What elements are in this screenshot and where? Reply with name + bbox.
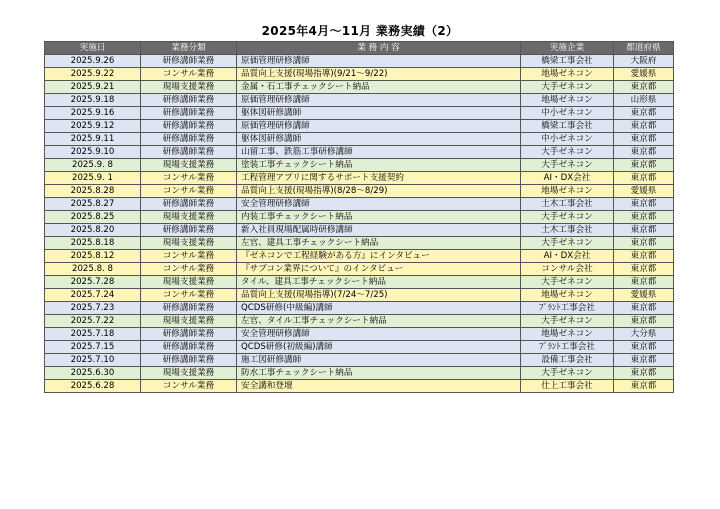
cell-category: 研修講師業務 bbox=[141, 341, 237, 354]
cell-category: 研修講師業務 bbox=[141, 328, 237, 341]
cell-category: コンサル業務 bbox=[141, 250, 237, 263]
cell-prefecture: 東京都 bbox=[614, 315, 674, 328]
cell-date: 2025.7.22 bbox=[45, 315, 141, 328]
cell-description: 山留工事、鉄筋工事研修講師 bbox=[237, 146, 521, 159]
cell-description: 安全講和登壇 bbox=[237, 380, 521, 393]
table-row bbox=[45, 380, 674, 393]
cell-company: 中小ゼネコン bbox=[521, 133, 614, 146]
cell-description: 品質向上支援(現場指導)(8/28～8/29) bbox=[237, 185, 521, 198]
cell-description: 工程管理アプリに関するサポート支援契約 bbox=[237, 172, 521, 185]
cell-prefecture: 東京都 bbox=[614, 224, 674, 237]
cell-company: 仕上工事会社 bbox=[521, 380, 614, 393]
cell-prefecture: 愛媛県 bbox=[614, 185, 674, 198]
cell-date: 2025.9. 8 bbox=[45, 159, 141, 172]
cell-prefecture: 東京都 bbox=[614, 198, 674, 211]
cell-date: 2025.8.27 bbox=[45, 198, 141, 211]
cell-description: 左官、建具工事チェックシート納品 bbox=[237, 237, 521, 250]
table-row bbox=[45, 263, 674, 276]
table-row bbox=[45, 68, 674, 81]
cell-description: 内装工事チェックシート納品 bbox=[237, 211, 521, 224]
table-row bbox=[45, 81, 674, 94]
cell-category: 研修講師業務 bbox=[141, 146, 237, 159]
cell-description: 金属・石工事チェックシート納品 bbox=[237, 81, 521, 94]
cell-category: 研修講師業務 bbox=[141, 224, 237, 237]
cell-description: 品質向上支援(現場指導)(9/21～9/22) bbox=[237, 68, 521, 81]
cell-date: 2025.8.28 bbox=[45, 185, 141, 198]
cell-category: 研修講師業務 bbox=[141, 302, 237, 315]
cell-date: 2025.8.12 bbox=[45, 250, 141, 263]
cell-company: 地場ゼネコン bbox=[521, 68, 614, 81]
table-row bbox=[45, 315, 674, 328]
cell-date: 2025.9.21 bbox=[45, 81, 141, 94]
cell-date: 2025.9.12 bbox=[45, 120, 141, 133]
cell-date: 2025.8.25 bbox=[45, 211, 141, 224]
cell-company: ﾌﾟﾗﾝﾄ工事会社 bbox=[521, 341, 614, 354]
cell-company: 設備工事会社 bbox=[521, 354, 614, 367]
cell-date: 2025.9.22 bbox=[45, 68, 141, 81]
cell-company: ﾌﾟﾗﾝﾄ工事会社 bbox=[521, 302, 614, 315]
cell-prefecture: 東京都 bbox=[614, 237, 674, 250]
table-row bbox=[45, 224, 674, 237]
cell-date: 2025.9.11 bbox=[45, 133, 141, 146]
cell-company: 地場ゼネコン bbox=[521, 328, 614, 341]
cell-date: 2025.9. 1 bbox=[45, 172, 141, 185]
cell-description: 新入社員現場配属時研修講師 bbox=[237, 224, 521, 237]
cell-company: 大手ゼネコン bbox=[521, 367, 614, 380]
table-row bbox=[45, 55, 674, 68]
cell-description: QCDS研修(中級編)講師 bbox=[237, 302, 521, 315]
column-header-description: 業 務 内 容 bbox=[237, 42, 521, 55]
cell-description: 『ゼネコンで工程経験がある方』にインタビュー bbox=[237, 250, 521, 263]
cell-category: コンサル業務 bbox=[141, 380, 237, 393]
cell-date: 2025.8.18 bbox=[45, 237, 141, 250]
cell-category: コンサル業務 bbox=[141, 289, 237, 302]
table-row bbox=[45, 172, 674, 185]
cell-company: 土木工事会社 bbox=[521, 198, 614, 211]
cell-company: 大手ゼネコン bbox=[521, 276, 614, 289]
cell-date: 2025.7.15 bbox=[45, 341, 141, 354]
cell-company: 大手ゼネコン bbox=[521, 237, 614, 250]
cell-company: 大手ゼネコン bbox=[521, 211, 614, 224]
table-row bbox=[45, 185, 674, 198]
cell-company: 地場ゼネコン bbox=[521, 289, 614, 302]
cell-description: 塗装工事チェックシート納品 bbox=[237, 159, 521, 172]
cell-description: QCDS研修(初級編)講師 bbox=[237, 341, 521, 354]
cell-company: AI・DX会社 bbox=[521, 250, 614, 263]
cell-description: 躯体図研修講師 bbox=[237, 107, 521, 120]
cell-prefecture: 大阪府 bbox=[614, 55, 674, 68]
cell-company: AI・DX会社 bbox=[521, 172, 614, 185]
cell-category: 現場支援業務 bbox=[141, 159, 237, 172]
cell-prefecture: 東京都 bbox=[614, 211, 674, 224]
cell-category: 研修講師業務 bbox=[141, 94, 237, 107]
table-row bbox=[45, 107, 674, 120]
cell-date: 2025.7.24 bbox=[45, 289, 141, 302]
cell-prefecture: 東京都 bbox=[614, 146, 674, 159]
cell-date: 2025.6.30 bbox=[45, 367, 141, 380]
table-row bbox=[45, 120, 674, 133]
column-header-date: 実施日 bbox=[45, 42, 141, 55]
table-row bbox=[45, 146, 674, 159]
cell-prefecture: 山形県 bbox=[614, 94, 674, 107]
cell-company: 橋梁工事会社 bbox=[521, 55, 614, 68]
table-row bbox=[45, 198, 674, 211]
cell-description: 施工図研修講師 bbox=[237, 354, 521, 367]
cell-date: 2025.6.28 bbox=[45, 380, 141, 393]
cell-description: 『サブコン業界について』のインタビュー bbox=[237, 263, 521, 276]
cell-prefecture: 東京都 bbox=[614, 120, 674, 133]
cell-prefecture: 東京都 bbox=[614, 302, 674, 315]
table-row bbox=[45, 211, 674, 224]
cell-category: 現場支援業務 bbox=[141, 211, 237, 224]
table-row bbox=[45, 341, 674, 354]
cell-date: 2025.7.18 bbox=[45, 328, 141, 341]
cell-category: 現場支援業務 bbox=[141, 81, 237, 94]
cell-date: 2025.7.28 bbox=[45, 276, 141, 289]
cell-description: 原価管理研修講師 bbox=[237, 55, 521, 68]
cell-date: 2025.7.23 bbox=[45, 302, 141, 315]
cell-company: 橋梁工事会社 bbox=[521, 120, 614, 133]
cell-description: 防水工事チェックシート納品 bbox=[237, 367, 521, 380]
table-row bbox=[45, 289, 674, 302]
cell-description: 品質向上支援(現場指導)(7/24～7/25) bbox=[237, 289, 521, 302]
column-header-category: 業務分類 bbox=[141, 42, 237, 55]
cell-date: 2025.9.16 bbox=[45, 107, 141, 120]
cell-company: 大手ゼネコン bbox=[521, 146, 614, 159]
cell-category: 研修講師業務 bbox=[141, 354, 237, 367]
cell-company: 土木工事会社 bbox=[521, 224, 614, 237]
cell-category: 研修講師業務 bbox=[141, 120, 237, 133]
performance-table bbox=[44, 41, 674, 393]
cell-prefecture: 東京都 bbox=[614, 263, 674, 276]
cell-prefecture: 東京都 bbox=[614, 250, 674, 263]
cell-category: コンサル業務 bbox=[141, 172, 237, 185]
cell-prefecture: 愛媛県 bbox=[614, 289, 674, 302]
cell-company: 大手ゼネコン bbox=[521, 315, 614, 328]
cell-prefecture: 東京都 bbox=[614, 107, 674, 120]
cell-prefecture: 東京都 bbox=[614, 367, 674, 380]
cell-prefecture: 東京都 bbox=[614, 172, 674, 185]
cell-date: 2025.9.10 bbox=[45, 146, 141, 159]
cell-prefecture: 東京都 bbox=[614, 81, 674, 94]
table-row bbox=[45, 367, 674, 380]
cell-date: 2025.8. 8 bbox=[45, 263, 141, 276]
table-row bbox=[45, 250, 674, 263]
cell-category: 現場支援業務 bbox=[141, 367, 237, 380]
column-header-company: 実施企業 bbox=[521, 42, 614, 55]
cell-category: コンサル業務 bbox=[141, 185, 237, 198]
cell-description: 躯体図研修講師 bbox=[237, 133, 521, 146]
cell-company: コンサル会社 bbox=[521, 263, 614, 276]
cell-description: 原価管理研修講師 bbox=[237, 120, 521, 133]
cell-category: コンサル業務 bbox=[141, 68, 237, 81]
cell-category: コンサル業務 bbox=[141, 263, 237, 276]
table-row bbox=[45, 94, 674, 107]
cell-company: 地場ゼネコン bbox=[521, 185, 614, 198]
cell-category: 現場支援業務 bbox=[141, 276, 237, 289]
cell-date: 2025.9.26 bbox=[45, 55, 141, 68]
table-row bbox=[45, 328, 674, 341]
table-body bbox=[45, 55, 674, 393]
table-row bbox=[45, 237, 674, 250]
table-row bbox=[45, 354, 674, 367]
column-header-prefecture: 都道府県 bbox=[614, 42, 674, 55]
cell-category: 現場支援業務 bbox=[141, 315, 237, 328]
cell-prefecture: 大分県 bbox=[614, 328, 674, 341]
cell-category: 研修講師業務 bbox=[141, 107, 237, 120]
table-row bbox=[45, 133, 674, 146]
cell-prefecture: 東京都 bbox=[614, 159, 674, 172]
cell-category: 研修講師業務 bbox=[141, 198, 237, 211]
cell-description: タイル、建具工事チェックシート納品 bbox=[237, 276, 521, 289]
cell-date: 2025.7.10 bbox=[45, 354, 141, 367]
cell-date: 2025.9.18 bbox=[45, 94, 141, 107]
table-row bbox=[45, 276, 674, 289]
cell-prefecture: 東京都 bbox=[614, 341, 674, 354]
cell-description: 原価管理研修講師 bbox=[237, 94, 521, 107]
cell-description: 安全管理研修講師 bbox=[237, 198, 521, 211]
cell-company: 大手ゼネコン bbox=[521, 81, 614, 94]
cell-description: 左官、タイル工事チェックシート納品 bbox=[237, 315, 521, 328]
cell-prefecture: 東京都 bbox=[614, 276, 674, 289]
cell-category: 研修講師業務 bbox=[141, 133, 237, 146]
cell-prefecture: 愛媛県 bbox=[614, 68, 674, 81]
cell-category: 研修講師業務 bbox=[141, 55, 237, 68]
cell-description: 安全管理研修講師 bbox=[237, 328, 521, 341]
cell-company: 地場ゼネコン bbox=[521, 94, 614, 107]
cell-prefecture: 東京都 bbox=[614, 354, 674, 367]
cell-date: 2025.8.20 bbox=[45, 224, 141, 237]
page-title: 2025年4月～11月 業務実績（2） bbox=[261, 24, 459, 38]
table-row bbox=[45, 302, 674, 315]
table-row bbox=[45, 159, 674, 172]
cell-company: 中小ゼネコン bbox=[521, 107, 614, 120]
cell-category: 現場支援業務 bbox=[141, 237, 237, 250]
cell-prefecture: 東京都 bbox=[614, 380, 674, 393]
table-header-row bbox=[45, 42, 674, 55]
cell-company: 大手ゼネコン bbox=[521, 159, 614, 172]
cell-prefecture: 東京都 bbox=[614, 133, 674, 146]
